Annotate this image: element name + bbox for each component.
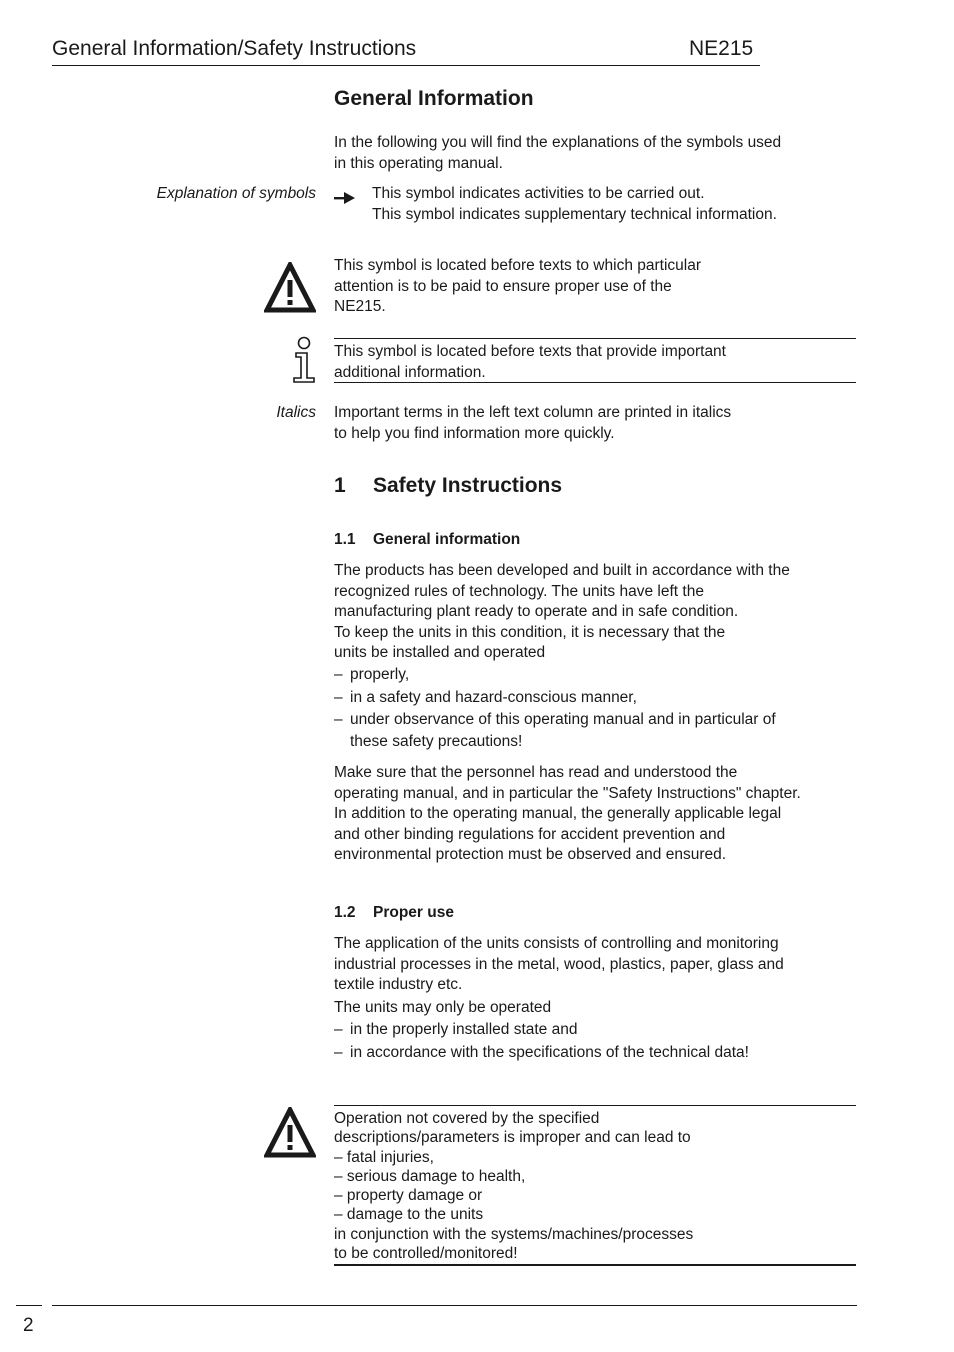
bullet-dash: – (334, 689, 343, 706)
warning-triangle-icon (264, 262, 316, 314)
proper-use-warning-text: Operation not covered by the specified descriptions/parameters is improper and can lead to – fatal injuries, – serious damage to health, – property damage or – damage to the units in conjunction with the systems/machines/processes to be controlled/monitored! (334, 1110, 694, 1263)
arrow-right-icon (334, 191, 356, 205)
info-symbol-description: This symbol is located before texts that provide important additional information. (334, 343, 726, 381)
section-heading-general-information: General Information (334, 87, 534, 110)
bullet-dash: – (334, 666, 343, 683)
bullet-item: in accordance with the specifications of the technical data! (350, 1044, 749, 1061)
warning-triangle-icon (264, 1107, 316, 1159)
info-top-rule (334, 338, 856, 339)
side-label-italics: Italics (276, 404, 316, 421)
bullet-item: in the properly installed state and (350, 1021, 578, 1038)
bullet-dash: – (334, 711, 343, 728)
footer-rule-left (16, 1305, 42, 1306)
page-number: 2 (23, 1315, 34, 1336)
info-i-icon (290, 336, 318, 384)
italics-description: Important terms in the left text column are printed in italics to help you find information more quickly. (334, 404, 732, 442)
footer-rule (52, 1305, 857, 1306)
general-information-paragraph: The products has been developed and built in accordance with the recognized rules of technology. The units have left the manufacturing plant ready to operate and in safe condition. To keep the units in this condition, it is necessary that the units be installed and operated (334, 562, 790, 661)
proper-use-paragraph: The application of the units consists of controlling and monitoring industrial processes in the metal, wood, plastics, paper, glass and textile industry etc. (334, 935, 784, 993)
arrow-symbol-description: This symbol indicates activities to be carried out. This symbol indicates supplementary technical information. (372, 185, 777, 223)
warning-bottom-rule (334, 1264, 856, 1266)
subsection-heading-proper-use: Proper use (373, 904, 454, 921)
warning-top-rule (334, 1105, 856, 1106)
bullet-dash: – (334, 1044, 343, 1061)
bullet-item: in a safety and hazard-conscious manner, (350, 689, 637, 706)
proper-use-operated-line: The units may only be operated (334, 999, 552, 1016)
bullet-item-continuation: these safety precautions! (350, 733, 523, 750)
header-rule (52, 65, 760, 66)
section-number-1: 1 (334, 474, 346, 497)
bullet-item: properly, (350, 666, 410, 683)
bullet-dash: – (334, 1021, 343, 1038)
page-header-product: NE215 (689, 37, 754, 60)
subsection-heading-general-information: General information (373, 531, 521, 548)
intro-paragraph: In the following you will find the explanations of the symbols used in this operating manual. (334, 134, 782, 172)
personnel-paragraph: Make sure that the personnel has read and understood the operating manual, and in particular the "Safety Instructions" chapter. In addition to the operating manual, the generally applicable legal and other binding regulations for accident prevention and environmental protection must be observed and ensured. (334, 764, 801, 863)
side-label-explanation-of-symbols: Explanation of symbols (156, 185, 316, 202)
page-header-title: General Information/Safety Instructions (52, 37, 417, 60)
info-bottom-rule (334, 382, 856, 383)
subsection-number-1-2: 1.2 (334, 904, 356, 921)
warning-symbol-description: This symbol is located before texts to which particular attention is to be paid to ensure proper use of the NE215. (334, 257, 701, 315)
bullet-item: under observance of this operating manual and in particular of (350, 711, 776, 728)
section-heading-safety-instructions: Safety Instructions (373, 474, 563, 497)
subsection-number-1-1: 1.1 (334, 531, 356, 548)
